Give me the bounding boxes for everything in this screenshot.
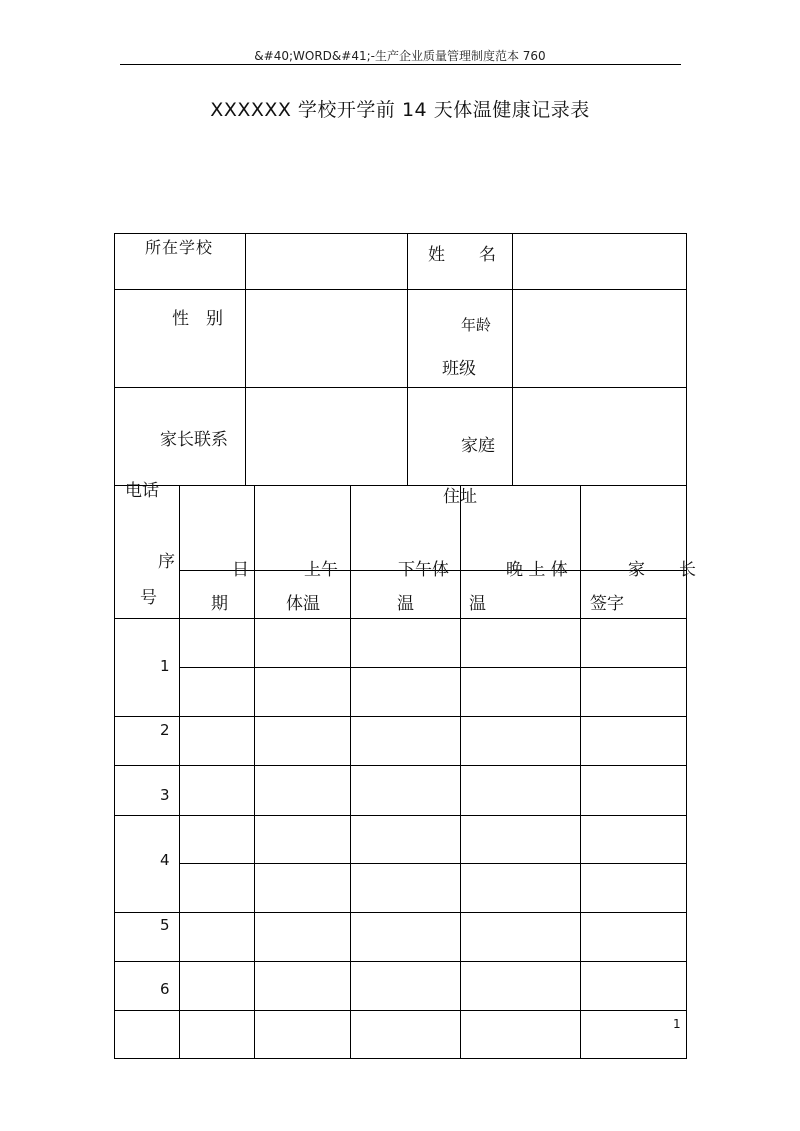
home-label: 家庭 [461, 436, 495, 456]
date-header-bottom: 期 [211, 594, 228, 614]
row-number: 2 [160, 721, 170, 739]
gender-label: 性 别 [172, 309, 223, 329]
row-number: 3 [160, 786, 170, 804]
row-divider [114, 387, 687, 388]
morning-header-bottom: 体温 [286, 594, 320, 614]
col-divider [245, 233, 246, 485]
row-number: 1 [160, 657, 170, 675]
page-number: 1 [673, 1017, 681, 1031]
row-divider [179, 667, 687, 668]
seq-header-bottom: 号 [140, 588, 157, 608]
col-divider [350, 485, 351, 1058]
row-number: 6 [160, 980, 170, 998]
seq-header-top: 序 [158, 552, 175, 572]
page-header: &#40;WORD&#41;-生产企业质量管理制度范本 760 [254, 49, 546, 63]
row-divider [114, 716, 687, 717]
evening-header-bottom: 温 [469, 594, 486, 614]
class-label: 班级 [442, 359, 476, 379]
parent-contact-label: 家长联系 [160, 430, 228, 450]
row-divider [179, 863, 687, 864]
col-divider [460, 485, 461, 1058]
document-title: XXXXXX 学校开学前 14 天体温健康记录表 [210, 99, 590, 121]
name-label: 姓 名 [428, 245, 496, 265]
row-divider [114, 815, 687, 816]
row-divider [114, 912, 687, 913]
row-divider [114, 485, 687, 486]
row-divider [114, 289, 687, 290]
row-number: 5 [160, 916, 170, 934]
parent-sign-header-bottom: 签字 [590, 594, 624, 614]
table-left-border [114, 233, 115, 1058]
header-rule [120, 64, 681, 65]
col-divider [580, 485, 581, 1058]
row-divider [114, 765, 687, 766]
col-divider [254, 485, 255, 1058]
table-right-border [686, 233, 687, 1058]
row-divider [114, 618, 687, 619]
date-header-top: 日 [232, 560, 249, 580]
col-divider [512, 233, 513, 485]
afternoon-header-bottom: 温 [397, 594, 414, 614]
row-divider [114, 961, 687, 962]
col-divider [407, 233, 408, 485]
address-label: 住址 [443, 487, 477, 507]
afternoon-header-top: 下午体 [398, 560, 449, 580]
phone-label: 电话 [125, 481, 159, 501]
row-number: 4 [160, 851, 170, 869]
age-label: 年龄 [461, 316, 492, 334]
col-divider [179, 485, 180, 1058]
school-label: 所在学校 [145, 238, 214, 257]
evening-header-top: 晚 上 体 [506, 560, 568, 580]
table-bottom-border [114, 1058, 687, 1059]
parent-sign-header-top: 家 长 [628, 560, 696, 580]
row-divider [114, 1010, 687, 1011]
table-top-border [114, 233, 687, 234]
morning-header-top: 上午 [304, 560, 338, 580]
